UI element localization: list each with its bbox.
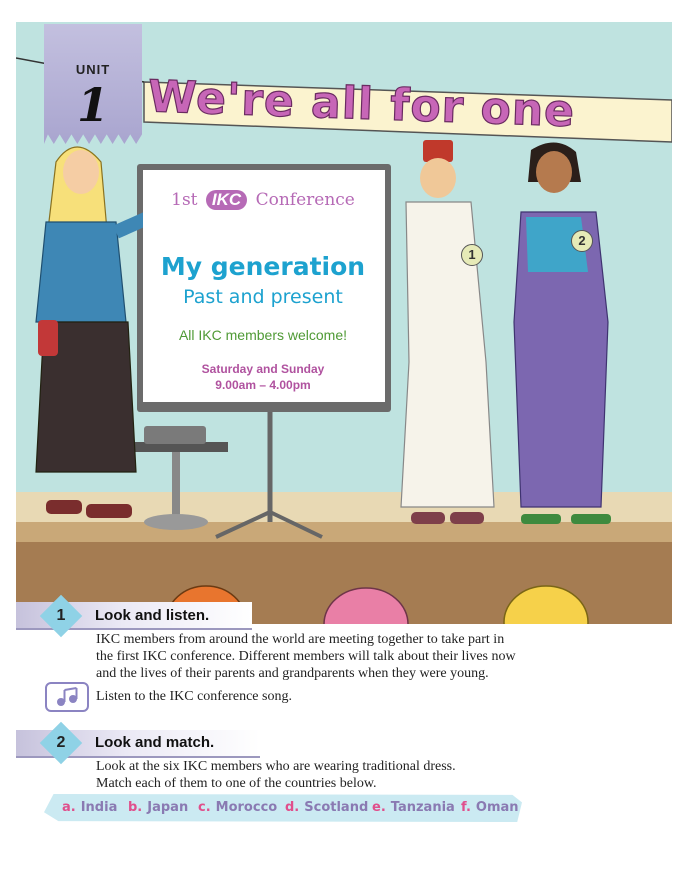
section-2-line-1: Look at the six IKC members who are wearing traditional dress. <box>96 759 456 774</box>
unit-label: UNIT <box>75 62 111 77</box>
girl-shoe-right <box>86 504 132 518</box>
poster-welcome: All IKC members welcome! <box>178 327 348 343</box>
projector <box>144 426 206 444</box>
country-name: Oman <box>475 800 519 815</box>
poster-conference: Conference <box>255 190 355 210</box>
poster-time: 9.00am – 4.00pm <box>215 378 311 392</box>
stage-edge <box>16 522 672 542</box>
cd-audio-icon[interactable] <box>45 682 89 712</box>
country-option-japan <box>128 800 188 815</box>
woman-face <box>536 151 572 193</box>
music-note-icon <box>47 684 87 710</box>
ikc-logo: IKC <box>206 190 247 210</box>
section-2-number: 2 <box>56 734 66 751</box>
girl-bag <box>38 320 58 356</box>
country-letter: b. <box>128 800 143 815</box>
boy-shoe-right <box>450 512 484 524</box>
country-option-morocco <box>198 800 277 815</box>
country-name: Tanzania <box>390 800 455 815</box>
country-letter: e. <box>372 800 386 815</box>
section-1-title: Look and listen. <box>95 607 210 624</box>
country-name: Japan <box>147 800 189 815</box>
unit-number: 1 <box>76 78 109 132</box>
section-1-line-2: the first IKC conference. Different members will talk about their lives now <box>96 649 516 664</box>
country-letter: a. <box>62 800 76 815</box>
woman-sandal-left <box>521 514 561 524</box>
country-letter: d. <box>285 800 300 815</box>
country-option-tanzania <box>372 800 455 815</box>
country-option-oman <box>461 800 519 815</box>
woman-sandal-right <box>571 514 611 524</box>
poster-title: My generation <box>160 252 366 281</box>
country-option-india <box>62 800 117 815</box>
listen-instruction: Listen to the IKC conference song. <box>96 689 292 704</box>
girl-face <box>63 150 99 194</box>
poster-heading <box>143 190 383 210</box>
section-2-title: Look and match. <box>95 734 215 751</box>
country-name: Scotland <box>304 800 369 815</box>
projector-base <box>144 514 208 530</box>
country-option-scotland <box>285 800 368 815</box>
conference-poster <box>143 172 383 398</box>
poster-days: Saturday and Sunday <box>201 362 325 376</box>
girl-shoe-left <box>46 500 82 514</box>
poster-subtitle: Past and present <box>183 286 343 308</box>
country-letter: f. <box>461 800 471 815</box>
girl-jacket <box>36 222 126 322</box>
country-letter: c. <box>198 800 211 815</box>
country-name: Morocco <box>215 800 278 815</box>
section-2-line-2: Match each of them to one of the countries below. <box>96 776 377 791</box>
banner-title: We're all for one <box>147 71 576 138</box>
poster-ordinal: 1st <box>171 190 198 210</box>
section-1-line-3: and the lives of their parents and grandparents when they were young. <box>96 666 489 681</box>
member-badge-2: 2 <box>571 230 593 252</box>
boy-shoe-left <box>411 512 445 524</box>
section-1-number: 1 <box>56 607 66 624</box>
member-badge-1: 1 <box>461 244 483 266</box>
section-1-line-1: IKC members from around the world are meeting together to take part in <box>96 632 505 647</box>
country-name: India <box>80 800 118 815</box>
boy-face <box>420 158 456 198</box>
